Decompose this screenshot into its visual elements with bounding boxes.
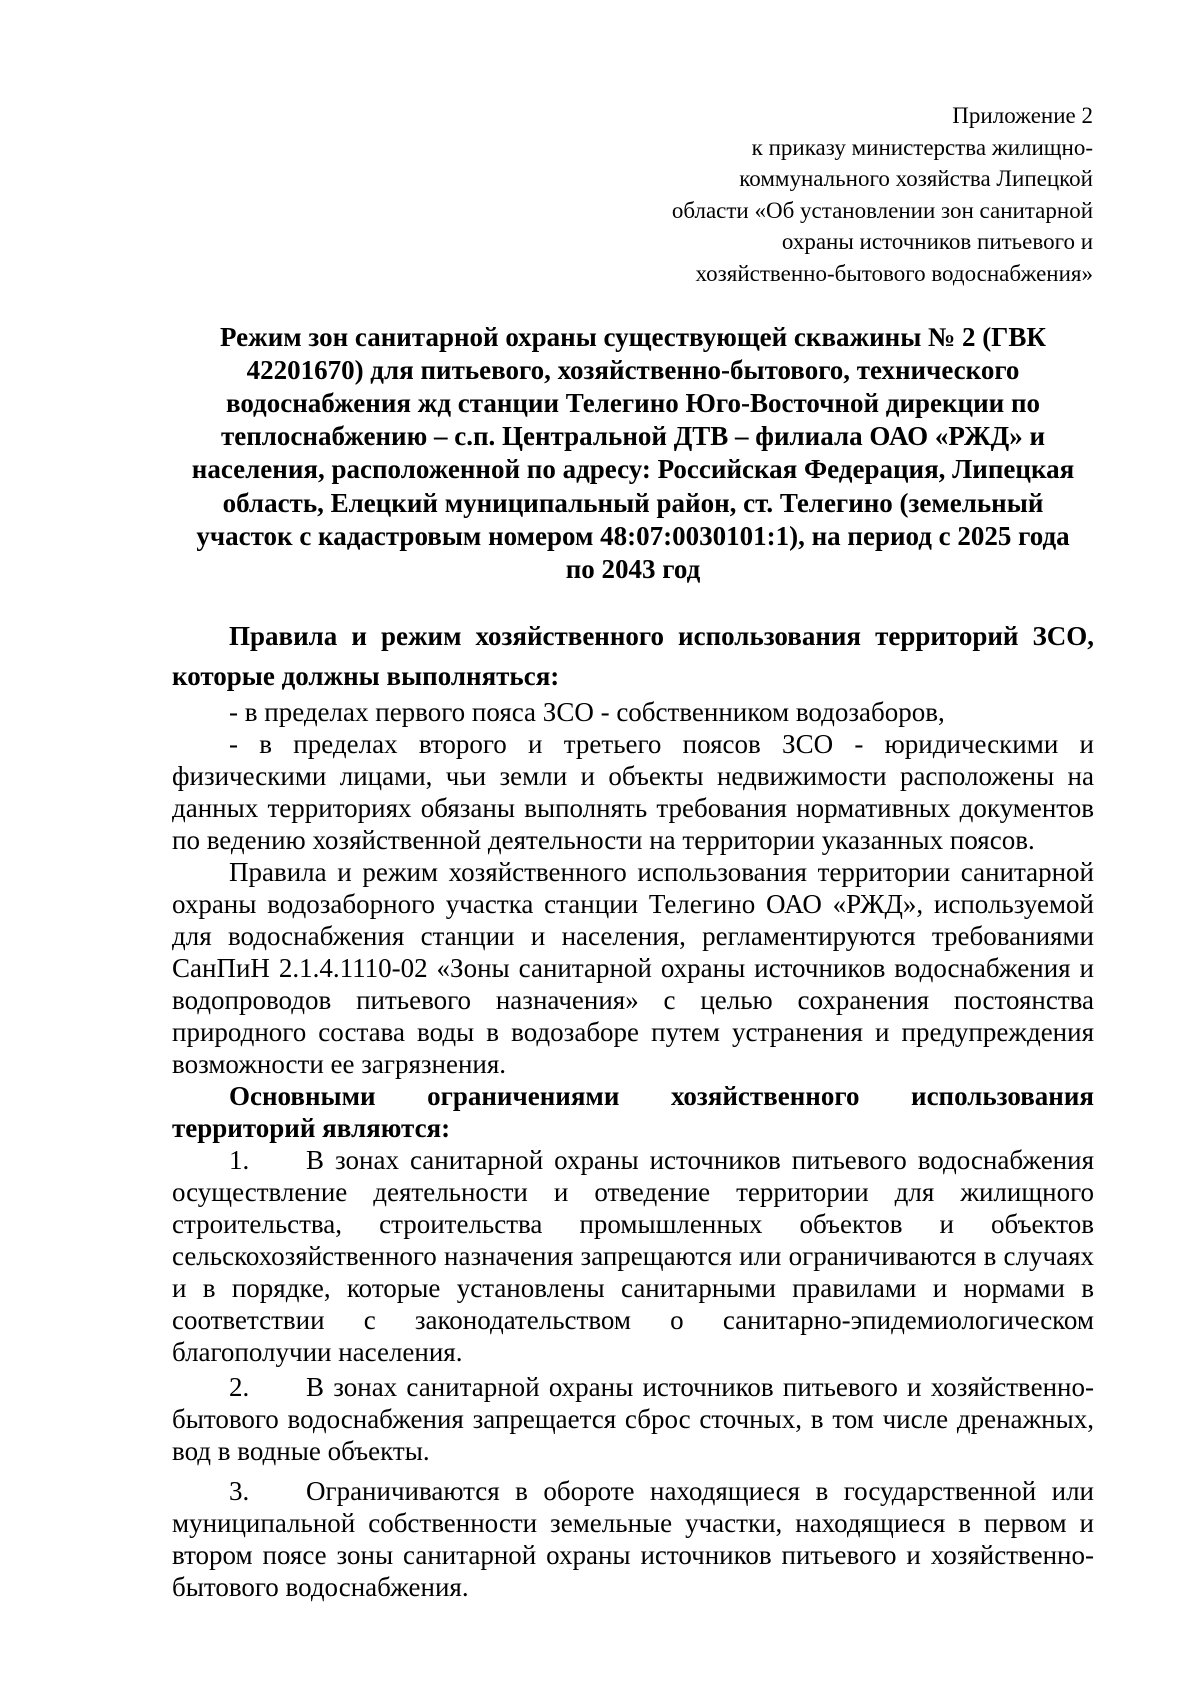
title-line: участок с кадастровым номером 48:07:0030101:1), на период с 2025 года <box>196 520 1070 551</box>
title-line: по 2043 год <box>565 553 701 584</box>
item-number: 1. <box>229 1145 250 1176</box>
list-item: - в пределах второго и третьего поясов ЗСО - юридическими и физическими лицами, чьи земли и объекты недвижимости расположены на данных территориях обязаны выполнять требования нормативных документов по ведению хозяйственной деятельности на территории указанных поясов. <box>172 729 1094 856</box>
item-text: В зонах санитарной охраны источников питьевого водоснабжения осуществление деятельности и отведение территории для жилищного строительства, строительства промышленных объектов и объектов сельскохозяйственного назначения запрещаются или ограничиваются в случаях и в порядке, которые установлены санитарными правилами и нормами в соответствии с законодательством о санитарно-эпидемиологическом благополучии населения. <box>172 1145 1094 1368</box>
title-line: населения, расположенной по адресу: Российская Федерация, Липецкая <box>191 454 1075 485</box>
appendix-line: коммунального хозяйства Липецкой <box>739 166 1093 192</box>
document-body <box>172 696 1094 1603</box>
appendix-line: охраны источников питьевого и <box>781 229 1093 255</box>
item-number: 2. <box>229 1372 250 1403</box>
list-item: - в пределах первого пояса ЗСО - собственником водозаборов, <box>229 697 945 728</box>
title-line: область, Елецкий муниципальный район, ст. Телегино (земельный <box>222 487 1044 518</box>
rules-paragraph: Правила и режим хозяйственного использования территории санитарной охраны водозаборного участка станции Телегино ОАО «РЖД», используемой для водоснабжения станции и населения, регламентируются требованиями СанПиН 2.1.4.1110-02 «Зоны санитарной охраны источников водоснабжения и водопроводов питьевого назначения» с целью сохранения постоянства природного состава воды в водозаборе путем устранения и предупреждения возможности ее загрязнения. <box>172 857 1094 1080</box>
appendix-header <box>613 100 1093 290</box>
appendix-line: к приказу министерства жилищно- <box>751 134 1093 160</box>
item-text: В зонах санитарной охраны источников питьевого и хозяйственно-бытового водоснабжения запрещается сброс сточных, в том числе дренажных, вод в водные объекты. <box>172 1372 1094 1467</box>
section-rules-heading: Правила и режим хозяйственного использования территорий ЗСО, которые должны выполняться: <box>172 621 1094 692</box>
document-title <box>172 321 1094 587</box>
appendix-line: области «Об установлении зон санитарной <box>671 197 1093 223</box>
appendix-line: хозяйственно-бытового водоснабжения» <box>695 260 1093 286</box>
title-line: водоснабжения жд станции Телегино Юго-Восточной дирекции по <box>225 387 1041 418</box>
title-line: 42201670) для питьевого, хозяйственно-бытового, технического <box>246 354 1020 385</box>
title-line: Режим зон санитарной охраны существующей скважины № 2 (ГВК <box>220 321 1046 352</box>
item-number: 3. <box>229 1476 250 1507</box>
appendix-line: Приложение 2 <box>952 103 1093 128</box>
title-line: теплоснабжению – с.п. Центральной ДТВ – филиала ОАО «РЖД» и <box>220 421 1046 452</box>
numbered-item <box>172 1371 1094 1467</box>
section-restrictions-heading: Основными ограничениями хозяйственного использования территорий являются: <box>172 1081 1094 1144</box>
numbered-item <box>172 1475 1094 1603</box>
numbered-item <box>172 1144 1094 1368</box>
item-text: Ограничиваются в обороте находящиеся в государственной или муниципальной собственности земельные участки, находящиеся в первом и втором поясе зоны санитарной охраны источников питьевого и хозяйственно-бытового водоснабжения. <box>172 1476 1094 1603</box>
